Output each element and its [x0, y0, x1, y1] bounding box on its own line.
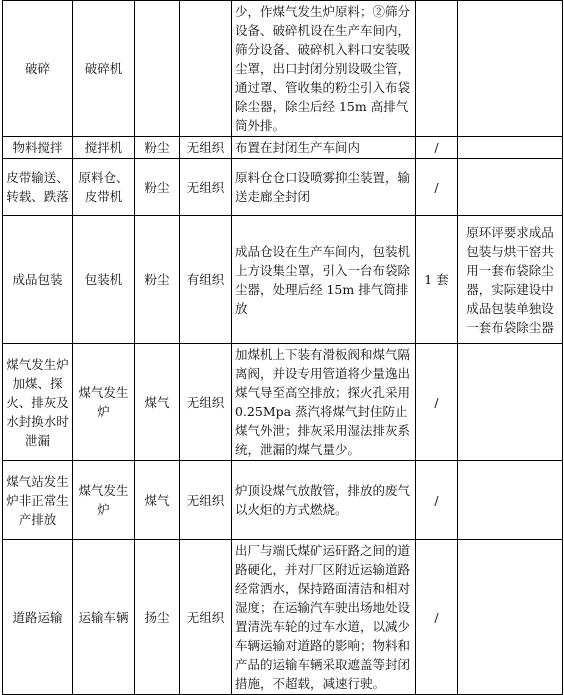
source-link-cell: 成品包装 [3, 216, 73, 344]
quantity-cell: 1 套 [416, 216, 458, 344]
measure-cell: 布置在封闭生产车间内 [232, 137, 416, 159]
table-row [3, 344, 563, 461]
table-row [3, 216, 563, 344]
table-row [3, 159, 563, 216]
emission-type-cell: 有组织 [180, 216, 232, 344]
emission-type-cell: 无组织 [180, 137, 232, 159]
measures-table [2, 0, 563, 695]
emission-type-cell [180, 1, 232, 137]
pollutant-cell: 粉尘 [135, 216, 180, 344]
table-row [3, 137, 563, 159]
measure-cell: 原料仓仓口设喷雾抑尘装置，输送走廊全封闭 [232, 159, 416, 216]
pollutant-cell: 扬尘 [135, 540, 180, 695]
measure-cell: 少，作煤气发生炉原料；②筛分设备、破碎机设在生产车间内，筛分设备、破碎机入料口安装吸尘罩，出口封闭分别设吸尘管，通过罩、管收集的粉尘引入布袋除尘器，除尘后经 15m 高排气筒外排。 [232, 1, 416, 137]
pollutant-cell [135, 1, 180, 137]
remark-cell [458, 1, 563, 137]
equipment-cell: 运输车辆 [73, 540, 135, 695]
quantity-cell: / [416, 137, 458, 159]
source-link-cell: 皮带输送、转载、跌落 [3, 159, 73, 216]
remark-cell [458, 344, 563, 461]
quantity-cell: / [416, 159, 458, 216]
measure-cell: 出厂与端氏煤矿运矸路之间的道路硬化，并对厂区附近运输道路经常洒水，保持路面清洁和相对湿度；在运输汽车驶出场地处设置清洗车轮的过车水道，以减少车辆运输对道路的影响；物料和产品的运输车辆采取遮盖等封闭措施，不超载，减速行驶。 [232, 540, 416, 695]
remark-cell [458, 137, 563, 159]
remark-cell [458, 540, 563, 695]
emission-type-cell: 无组织 [180, 461, 232, 540]
source-link-cell: 物料搅拌 [3, 137, 73, 159]
source-link-cell: 破碎 [3, 1, 73, 137]
source-link-cell: 煤气站发生炉非正常生产排放 [3, 461, 73, 540]
equipment-cell: 原料仓、皮带机 [73, 159, 135, 216]
emission-type-cell: 无组织 [180, 540, 232, 695]
remark-cell: 原环评要求成品包装与烘干窑共用一套布袋除尘器，实际建设中成品包装单独设一套布袋除尘器 [458, 216, 563, 344]
equipment-cell: 搅拌机 [73, 137, 135, 159]
table-row [3, 461, 563, 540]
remark-cell [458, 461, 563, 540]
emission-type-cell: 无组织 [180, 159, 232, 216]
table-row [3, 540, 563, 695]
source-link-cell: 道路运输 [3, 540, 73, 695]
table-row [3, 1, 563, 137]
pollutant-cell: 粉尘 [135, 137, 180, 159]
equipment-cell: 煤气发生炉 [73, 461, 135, 540]
pollutant-cell: 煤气 [135, 344, 180, 461]
pollutant-cell: 粉尘 [135, 159, 180, 216]
quantity-cell [416, 1, 458, 137]
quantity-cell: / [416, 344, 458, 461]
equipment-cell: 包装机 [73, 216, 135, 344]
measure-cell: 成品仓设在生产车间内，包装机上方设集尘罩，引入一台布袋除尘器，处理后经 15m 排气筒排放 [232, 216, 416, 344]
quantity-cell: / [416, 540, 458, 695]
emission-type-cell: 无组织 [180, 344, 232, 461]
remark-cell [458, 159, 563, 216]
measure-cell: 加煤机上下装有滑板阀和煤气隔离阀，并设专用管道将少量逸出煤气导至高空排放；探火孔采用 0.25Mpa 蒸汽将煤气封住防止煤气外泄；排灰采用湿法排灰系统，泄漏的煤气量少。 [232, 344, 416, 461]
pollutant-cell: 煤气 [135, 461, 180, 540]
source-link-cell: 煤气发生炉加煤、探火、排灰及水封换水时泄漏 [3, 344, 73, 461]
measure-cell: 炉顶设煤气放散管，排放的废气以火炬的方式燃烧。 [232, 461, 416, 540]
equipment-cell: 破碎机 [73, 1, 135, 137]
equipment-cell: 煤气发生炉 [73, 344, 135, 461]
quantity-cell: / [416, 461, 458, 540]
